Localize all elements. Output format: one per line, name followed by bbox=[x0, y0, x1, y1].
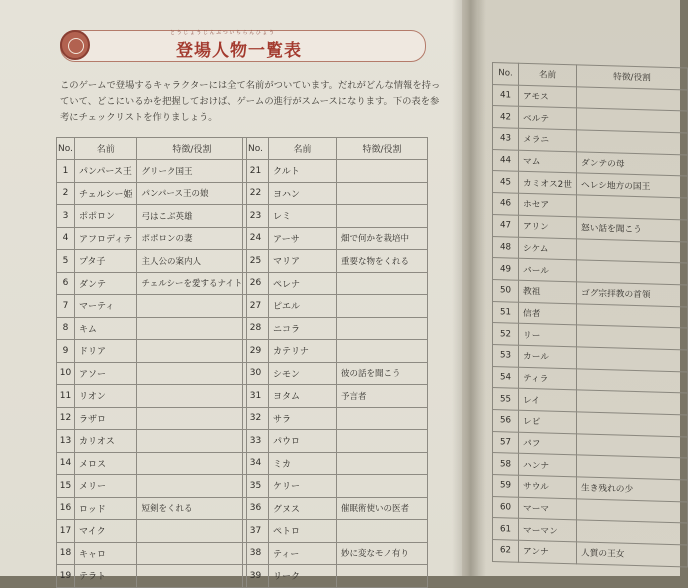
character-role: 怒い話を聞こう bbox=[577, 217, 688, 242]
character-name: マーティ bbox=[74, 295, 137, 318]
character-role: 生き残れの少 bbox=[577, 477, 688, 502]
character-name: パンパース王 bbox=[74, 160, 137, 183]
character-role bbox=[137, 317, 247, 340]
character-role bbox=[137, 452, 247, 475]
character-name: カール bbox=[519, 345, 577, 368]
character-name: レミ bbox=[269, 205, 337, 228]
table-row bbox=[57, 475, 247, 498]
character-role bbox=[337, 430, 428, 453]
character-name: キム bbox=[74, 317, 137, 340]
table-row bbox=[243, 160, 428, 183]
table-row bbox=[243, 430, 428, 453]
character-name: マイク bbox=[74, 520, 137, 543]
character-name: ホセア bbox=[519, 193, 577, 216]
row-number: 53 bbox=[493, 344, 519, 366]
table-row bbox=[243, 475, 428, 498]
character-name: レビ bbox=[519, 410, 577, 433]
table-row bbox=[57, 430, 247, 453]
character-role: パンパース王の娘 bbox=[137, 182, 247, 205]
table-row bbox=[243, 385, 428, 408]
row-number: 58 bbox=[493, 453, 519, 475]
character-role bbox=[577, 434, 688, 459]
row-number: 9 bbox=[57, 340, 75, 363]
row-number: 8 bbox=[57, 317, 75, 340]
character-role bbox=[577, 303, 688, 328]
character-role: ダンテの母 bbox=[577, 152, 688, 177]
character-role bbox=[577, 390, 688, 415]
table-row bbox=[243, 272, 428, 295]
row-number: 46 bbox=[493, 193, 519, 215]
character-name: ニコラ bbox=[269, 317, 337, 340]
character-name: メラニ bbox=[519, 128, 577, 151]
table-row bbox=[57, 295, 247, 318]
row-number: 11 bbox=[57, 385, 75, 408]
character-name: アーサ bbox=[269, 227, 337, 250]
character-role bbox=[577, 412, 688, 437]
header-no: No. bbox=[57, 138, 75, 160]
row-number: 24 bbox=[243, 227, 269, 250]
header-role: 特徴/役割 bbox=[577, 65, 688, 90]
character-role: 彼の話を聞こう bbox=[337, 362, 428, 385]
character-name: アフロディテ bbox=[74, 227, 137, 250]
row-number: 39 bbox=[243, 565, 269, 588]
character-name: アンナ bbox=[519, 540, 577, 563]
book-gutter bbox=[452, 0, 486, 576]
title-ruby: とうじょうじんぶついちらんひょう bbox=[170, 30, 276, 36]
character-role: 弓はこぶ英雄 bbox=[137, 205, 247, 228]
table-row bbox=[57, 250, 247, 273]
character-name: ティー bbox=[269, 542, 337, 565]
table-row bbox=[57, 565, 247, 588]
character-role bbox=[337, 340, 428, 363]
character-role: 催眠術使いの医者 bbox=[337, 497, 428, 520]
header-row bbox=[243, 138, 428, 160]
header-name: 名前 bbox=[519, 63, 577, 86]
table-row bbox=[243, 250, 428, 273]
character-name: ケリー bbox=[269, 475, 337, 498]
character-name: パウロ bbox=[269, 430, 337, 453]
row-number: 5 bbox=[57, 250, 75, 273]
row-number: 25 bbox=[243, 250, 269, 273]
character-role bbox=[577, 195, 688, 220]
character-role bbox=[577, 325, 688, 350]
character-role bbox=[137, 340, 247, 363]
character-role bbox=[337, 160, 428, 183]
row-number: 48 bbox=[493, 236, 519, 258]
row-number: 51 bbox=[493, 301, 519, 323]
character-role bbox=[337, 475, 428, 498]
character-role bbox=[577, 347, 688, 372]
table-row bbox=[243, 497, 428, 520]
character-name: カミオス2世 bbox=[519, 172, 577, 195]
character-role bbox=[337, 182, 428, 205]
character-role: 畑で何かを栽培中 bbox=[337, 227, 428, 250]
row-number: 22 bbox=[243, 182, 269, 205]
character-name: 信者 bbox=[519, 302, 577, 325]
character-name: ベルテ bbox=[519, 107, 577, 130]
row-number: 60 bbox=[493, 496, 519, 518]
character-role bbox=[137, 475, 247, 498]
character-name: ヨハン bbox=[269, 182, 337, 205]
row-number: 61 bbox=[493, 518, 519, 540]
row-number: 33 bbox=[243, 430, 269, 453]
header-name: 名前 bbox=[74, 138, 137, 160]
character-name: サラ bbox=[269, 407, 337, 430]
character-role bbox=[577, 108, 688, 133]
table-row bbox=[57, 497, 247, 520]
character-role bbox=[337, 295, 428, 318]
character-name: アモス bbox=[519, 85, 577, 108]
character-role bbox=[577, 260, 688, 285]
table-row bbox=[243, 520, 428, 543]
table-row bbox=[243, 227, 428, 250]
row-number: 19 bbox=[57, 565, 75, 588]
character-table-middle bbox=[242, 137, 428, 588]
table-row bbox=[57, 272, 247, 295]
character-name: シモン bbox=[269, 362, 337, 385]
character-name: チェルシー姫 bbox=[74, 182, 137, 205]
row-number: 12 bbox=[57, 407, 75, 430]
table-row bbox=[243, 340, 428, 363]
character-name: パフ bbox=[519, 432, 577, 455]
row-number: 29 bbox=[243, 340, 269, 363]
character-role bbox=[137, 295, 247, 318]
row-number: 56 bbox=[493, 410, 519, 432]
character-name: カテリナ bbox=[269, 340, 337, 363]
character-role bbox=[337, 407, 428, 430]
character-role: 短剣をくれる bbox=[137, 497, 247, 520]
table-row bbox=[57, 362, 247, 385]
table-row bbox=[243, 362, 428, 385]
character-name: レイ bbox=[519, 389, 577, 412]
character-role: チェルシーを愛するナイト bbox=[137, 272, 247, 295]
header-role: 特徴/役割 bbox=[137, 138, 247, 160]
character-name: リーク bbox=[269, 565, 337, 588]
character-name: ティラ bbox=[519, 367, 577, 390]
character-role bbox=[577, 130, 688, 155]
row-number: 55 bbox=[493, 388, 519, 410]
character-role: ポポロンの妻 bbox=[137, 227, 247, 250]
row-number: 13 bbox=[57, 430, 75, 453]
table-row bbox=[243, 205, 428, 228]
row-number: 42 bbox=[493, 106, 519, 128]
row-number: 45 bbox=[493, 171, 519, 193]
character-role bbox=[337, 317, 428, 340]
character-name: ドリア bbox=[74, 340, 137, 363]
row-number: 17 bbox=[57, 520, 75, 543]
character-name: リー bbox=[519, 323, 577, 346]
character-role: 人質の王女 bbox=[577, 542, 688, 567]
character-name: メリー bbox=[74, 475, 137, 498]
character-name: リオン bbox=[74, 385, 137, 408]
row-number: 31 bbox=[243, 385, 269, 408]
row-number: 18 bbox=[57, 542, 75, 565]
character-name: ペレナ bbox=[269, 272, 337, 295]
table-row bbox=[243, 295, 428, 318]
table-row bbox=[57, 227, 247, 250]
intro-text: このゲームで登場するキャラクターには全て名前がついています。だれがどんな情報を持っていて、どこにいるかを把握しておけば、ゲームの進行がスムースになります。下の表を参考にチェックリストを作りましょう。 bbox=[60, 80, 441, 123]
table-row bbox=[243, 542, 428, 565]
row-number: 26 bbox=[243, 272, 269, 295]
table-row bbox=[57, 340, 247, 363]
character-name: サウル bbox=[519, 475, 577, 498]
table-row bbox=[243, 452, 428, 475]
character-role: 主人公の案内人 bbox=[137, 250, 247, 273]
character-role bbox=[137, 362, 247, 385]
table-row bbox=[57, 385, 247, 408]
row-number: 21 bbox=[243, 160, 269, 183]
character-role bbox=[137, 542, 247, 565]
row-number: 52 bbox=[493, 323, 519, 345]
character-role bbox=[577, 238, 688, 263]
table-row bbox=[243, 565, 428, 588]
row-number: 44 bbox=[493, 149, 519, 171]
table-row bbox=[57, 160, 247, 183]
row-number: 54 bbox=[493, 366, 519, 388]
row-number: 47 bbox=[493, 214, 519, 236]
row-number: 57 bbox=[493, 431, 519, 453]
character-name: シケム bbox=[519, 237, 577, 260]
character-name: マーマ bbox=[519, 497, 577, 520]
table-row bbox=[57, 317, 247, 340]
character-name: ピエル bbox=[269, 295, 337, 318]
character-name: アリン bbox=[519, 215, 577, 238]
character-role bbox=[337, 272, 428, 295]
character-name: アソー bbox=[74, 362, 137, 385]
character-role bbox=[137, 385, 247, 408]
character-role bbox=[137, 520, 247, 543]
character-name: バール bbox=[519, 258, 577, 281]
character-role bbox=[337, 205, 428, 228]
table-row bbox=[243, 317, 428, 340]
row-number: 3 bbox=[57, 205, 75, 228]
character-name: プタ子 bbox=[74, 250, 137, 273]
character-table-left bbox=[56, 137, 247, 588]
header-name: 名前 bbox=[269, 138, 337, 160]
row-number: 59 bbox=[493, 475, 519, 497]
character-table-right bbox=[492, 62, 688, 567]
character-name: ヨタム bbox=[269, 385, 337, 408]
character-name: マリア bbox=[269, 250, 337, 273]
row-number: 28 bbox=[243, 317, 269, 340]
character-name: グヌス bbox=[269, 497, 337, 520]
character-name: マーマン bbox=[519, 519, 577, 542]
character-role bbox=[137, 407, 247, 430]
row-number: 4 bbox=[57, 227, 75, 250]
header-no: No. bbox=[243, 138, 269, 160]
character-role: 予言者 bbox=[337, 385, 428, 408]
row-number: 30 bbox=[243, 362, 269, 385]
row-number: 2 bbox=[57, 182, 75, 205]
row-number: 36 bbox=[243, 497, 269, 520]
table-row bbox=[57, 520, 247, 543]
header-role: 特徴/役割 bbox=[337, 138, 428, 160]
character-name: メロス bbox=[74, 452, 137, 475]
character-name: テラト bbox=[74, 565, 137, 588]
row-number: 43 bbox=[493, 128, 519, 150]
header-no: No. bbox=[493, 63, 519, 85]
character-role bbox=[577, 87, 688, 112]
character-role: 妙に変なモノ有り bbox=[337, 542, 428, 565]
row-number: 37 bbox=[243, 520, 269, 543]
row-number: 1 bbox=[57, 160, 75, 183]
character-role bbox=[137, 430, 247, 453]
row-number: 6 bbox=[57, 272, 75, 295]
character-role bbox=[337, 520, 428, 543]
character-role bbox=[577, 520, 688, 545]
character-name: マム bbox=[519, 150, 577, 173]
header-row bbox=[57, 138, 247, 160]
row-number: 16 bbox=[57, 497, 75, 520]
character-role bbox=[337, 565, 428, 588]
row-number: 32 bbox=[243, 407, 269, 430]
character-name: クルト bbox=[269, 160, 337, 183]
character-role: グリーク国王 bbox=[137, 160, 247, 183]
row-number: 38 bbox=[243, 542, 269, 565]
row-number: 10 bbox=[57, 362, 75, 385]
character-name: 教祖 bbox=[519, 280, 577, 303]
row-number: 15 bbox=[57, 475, 75, 498]
character-role bbox=[337, 452, 428, 475]
character-name: ミカ bbox=[269, 452, 337, 475]
table-row bbox=[57, 452, 247, 475]
character-role: ヘレシ地方の国王 bbox=[577, 173, 688, 198]
row-number: 7 bbox=[57, 295, 75, 318]
character-role: ゴグ宗拝教の首領 bbox=[577, 282, 688, 307]
character-name: ダンテ bbox=[74, 272, 137, 295]
character-name: ペトロ bbox=[269, 520, 337, 543]
row-number: 35 bbox=[243, 475, 269, 498]
row-number: 34 bbox=[243, 452, 269, 475]
character-role bbox=[577, 368, 688, 393]
row-number: 50 bbox=[493, 279, 519, 301]
table-row bbox=[243, 182, 428, 205]
character-name: ロッド bbox=[74, 497, 137, 520]
page-title: 登場人物一覧表 bbox=[176, 41, 302, 61]
character-name: ポポロン bbox=[74, 205, 137, 228]
character-name: ハンナ bbox=[519, 454, 577, 477]
row-number: 62 bbox=[493, 540, 519, 562]
character-role bbox=[577, 499, 688, 524]
character-role bbox=[577, 455, 688, 480]
row-number: 23 bbox=[243, 205, 269, 228]
character-role: 重要な物をくれる bbox=[337, 250, 428, 273]
table-row bbox=[243, 407, 428, 430]
emblem-icon bbox=[60, 30, 90, 60]
table-row bbox=[57, 542, 247, 565]
row-number: 14 bbox=[57, 452, 75, 475]
table-row bbox=[57, 205, 247, 228]
row-number: 27 bbox=[243, 295, 269, 318]
character-name: キャロ bbox=[74, 542, 137, 565]
character-role bbox=[137, 565, 247, 588]
table-row bbox=[57, 407, 247, 430]
row-number: 49 bbox=[493, 258, 519, 280]
character-name: ラザロ bbox=[74, 407, 137, 430]
table-row bbox=[57, 182, 247, 205]
row-number: 41 bbox=[493, 84, 519, 106]
character-name: カリオス bbox=[74, 430, 137, 453]
